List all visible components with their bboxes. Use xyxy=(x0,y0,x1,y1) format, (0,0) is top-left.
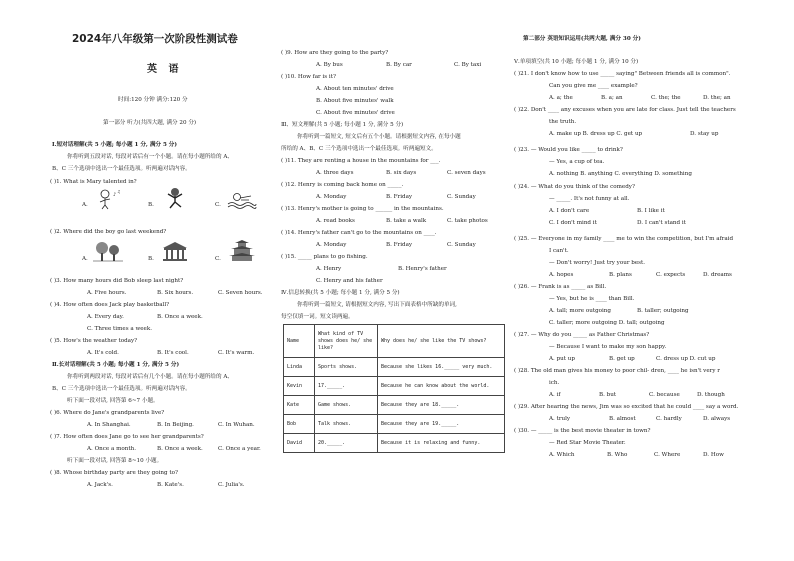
option-a: A. a; the xyxy=(549,95,573,101)
option-c: C. Julia's. xyxy=(218,482,245,488)
table-row xyxy=(284,434,505,453)
option-b: B. a; an xyxy=(601,95,623,101)
table-cell: David xyxy=(284,434,315,453)
option-b: B. take a walk xyxy=(386,218,427,224)
option-c: C. By taxi xyxy=(454,62,482,68)
table-cell: Game shows. xyxy=(315,396,378,415)
option-b: B. Who xyxy=(607,452,628,458)
section1-instruction: 你将听到五段对话, 每段对话后有一个小题。请在每小题所给的 A、 xyxy=(67,154,233,160)
option-a: A. hopes xyxy=(549,272,574,278)
singing-boy-icon xyxy=(93,188,123,210)
table-cell: Because he can know about the world. xyxy=(378,377,505,396)
option-d: D. though xyxy=(697,392,725,398)
option-c: C. Sunday xyxy=(447,242,476,248)
option-b: B. six days xyxy=(386,170,417,176)
option-a-label: A. xyxy=(82,256,88,262)
section4-instruction: 每空仅填一词。短文读两遍。 xyxy=(281,314,354,320)
section4-title: Ⅳ.信息转换(共 5 小题; 每小题 1 分, 满分 5 分) xyxy=(281,290,400,296)
section5-title: Ⅴ.单项填空(共 10 小题; 每小题 1 分, 满分 10 分) xyxy=(514,59,639,65)
option-c: C. expects xyxy=(656,272,686,278)
option-a: A. In Shanghai. xyxy=(87,422,131,428)
part2-heading: 第二部分 英语知识运用(共两大题, 满分 30 分) xyxy=(523,36,641,42)
table-cell: 17._____. xyxy=(315,377,378,396)
option-c: C. take photos xyxy=(447,218,488,224)
option-b: B. Henry's father xyxy=(398,266,447,272)
option-a: A. if xyxy=(549,392,561,398)
option-c: C. It's warm. xyxy=(218,350,255,356)
option-b: B. In Beijing. xyxy=(157,422,194,428)
option-d: D. stay up xyxy=(690,131,719,137)
question-15: ( )15. _____ plans to go fishing. xyxy=(281,254,368,260)
option-a: A. It's cold. xyxy=(87,350,119,356)
option-a: A. read books xyxy=(316,218,355,224)
question-2: ( )2. Where did the boy go last weekend? xyxy=(50,229,167,235)
section1-instruction: B、C 三个选项中选出一个最佳选项。听两遍对话内容。 xyxy=(52,166,191,172)
option-d: D. dreams xyxy=(703,272,732,278)
section2-instruction: B、C 三个选项中选出一个最佳选项。听两遍对话内容。 xyxy=(52,386,191,392)
park-trees-icon xyxy=(93,240,123,262)
question-9: ( )9. How are they going to the party? xyxy=(281,50,389,56)
question-24: ( )24. — What do you think of the comedy? xyxy=(514,184,635,190)
question-23-line2: — Yes, a cup of tea. xyxy=(549,159,605,165)
option-c: C. Where xyxy=(654,452,681,458)
option-b-label: B. xyxy=(148,202,154,208)
option-c: C. Henry and his father xyxy=(316,278,383,284)
option-b: B. Friday xyxy=(386,242,413,248)
section3-instruction: 所给的 A、B、C 三个选项中选出一个最佳选项。听两遍短文。 xyxy=(281,146,437,152)
question-28: ( )28. The old man gives his money to poor chil- dren, ____ he isn't very r xyxy=(514,368,720,374)
table-cell: Bob xyxy=(284,415,315,434)
option-a: A. truly xyxy=(549,416,571,422)
option-abc: A. make up B. dress up C. get up xyxy=(549,131,643,137)
section3-instruction: 你将听到一篇短文, 短文后有五个小题。请根据短文内容, 在每小题 xyxy=(297,134,461,140)
option-c-label: C. xyxy=(215,202,221,208)
subject-title: 英 语 xyxy=(147,64,183,75)
option-b: B. Once a week. xyxy=(157,314,203,320)
listen-instruction: 听下面一段对话, 回答第 8~10 小题。 xyxy=(67,458,163,464)
option-a: A. Five hours. xyxy=(87,290,127,296)
option-abcd: A. nothing B. anything C. everything D. something xyxy=(549,171,692,177)
table-row xyxy=(284,415,505,434)
option-b-label: B. xyxy=(148,256,154,262)
option-a: A. put up xyxy=(549,356,575,362)
table-cell: Sports shows. xyxy=(315,358,378,377)
question-5: ( )5. How's the weather today? xyxy=(50,338,138,344)
question-10: ( )10. How far is it? xyxy=(281,74,336,80)
swimming-boy-icon xyxy=(227,188,257,210)
svg-text:♪: ♪ xyxy=(113,192,117,198)
option-b: B. I like it xyxy=(637,208,665,214)
option-c: C. the; the xyxy=(651,95,681,101)
option-b: B. get up xyxy=(609,356,635,362)
table-cell: Linda xyxy=(284,358,315,377)
question-21: ( )21. I don't know how to use _____ saying" Between friends all is common". xyxy=(514,71,731,77)
option-c: C. Seven hours. xyxy=(218,290,263,296)
option-d: D. the; an xyxy=(703,95,731,101)
question-22-line2: the truth. xyxy=(549,119,577,125)
info-table xyxy=(283,324,505,453)
option-b: B. but xyxy=(599,392,617,398)
option-c: C. I don't mind it xyxy=(549,220,597,226)
option-a: A. Jack's. xyxy=(87,482,113,488)
table-cell: Because they are 18._____. xyxy=(378,396,505,415)
option-a: A. Monday xyxy=(316,194,347,200)
question-27: ( )27. — Why do you _____ as Father Christmas? xyxy=(514,332,650,338)
question-24-line2: — _____. It's not funny at all. xyxy=(549,196,630,202)
option-d: D. How xyxy=(703,452,724,458)
question-25: ( )25. — Everyone in my family ____ me to win the competition, but I'm afraid xyxy=(514,236,734,242)
option-c-label: C. xyxy=(215,256,221,262)
table-cell: Kate xyxy=(284,396,315,415)
table-header-cell: Why does he/ she like the TV shows? xyxy=(378,325,505,358)
option-a: A. tall; more outgoing xyxy=(549,308,611,314)
question-21-line2: Can you give me ____ example? xyxy=(549,83,638,89)
question-1: ( )1. What is Mary talented in? xyxy=(50,179,137,185)
question-27-line2: — Because I want to make my son happy. xyxy=(549,344,667,350)
option-a: A. About ten minutes' drive xyxy=(316,86,394,92)
table-cell: Because she likes 16._____ very much. xyxy=(378,358,505,377)
listen-instruction: 听下面一段对话, 回答第 6~7 小题。 xyxy=(67,398,159,404)
option-b: B. almost xyxy=(609,416,636,422)
option-a-label: A. xyxy=(82,202,88,208)
option-d: D. always xyxy=(703,416,731,422)
part1-heading: 第一部分 听力(共四大题, 满分 20 分) xyxy=(103,120,197,126)
table-cell: Because they are 19._____. xyxy=(378,415,505,434)
option-a: A. I don't care xyxy=(549,208,590,214)
question-8: ( )8. Whose birthday party are they going to? xyxy=(50,470,178,476)
svg-text:♫: ♫ xyxy=(117,189,121,194)
option-c: C. hardly xyxy=(656,416,682,422)
question-22: ( )22. Don't ____ any excuses when you are late for class. Just tell the teachers xyxy=(514,107,736,113)
table-header-cell xyxy=(315,325,378,358)
table-row xyxy=(284,396,505,415)
option-b: B. By car xyxy=(386,62,412,68)
option-b: B. It's cool. xyxy=(157,350,189,356)
option-b: B. Kate's. xyxy=(157,482,184,488)
question-23: ( )23. — Would you like _____ to drink? xyxy=(514,147,623,153)
option-a: A. Monday xyxy=(316,242,347,248)
question-13: ( )13. Henry's mother is going to ______ in the mountains. xyxy=(281,206,444,212)
option-c: C. Once a year. xyxy=(218,446,261,452)
section1-title: Ⅰ.短对话理解(共 5 小题; 每小题 1 分, 满分 5 分) xyxy=(52,142,178,148)
option-c: C. seven days xyxy=(447,170,486,176)
option-c: C. Sunday xyxy=(447,194,476,200)
question-6: ( )6. Where do Jane's grandparents live? xyxy=(50,410,165,416)
table-cell: Because it is relaxing and funny. xyxy=(378,434,505,453)
temple-icon xyxy=(227,240,257,262)
question-30: ( )30. — _____ is the best movie theater in town? xyxy=(514,428,651,434)
option-d: D. I can't stand it xyxy=(637,220,686,226)
table-cell: Kevin xyxy=(284,377,315,396)
option-cd: C. dress up D. cut up xyxy=(656,356,716,362)
option-b: B. Friday xyxy=(386,194,413,200)
option-cd: C. taller; more outgoing D. tall; outgoing xyxy=(549,320,665,326)
option-b: B. About five minutes' walk xyxy=(316,98,394,104)
option-a: A. three days xyxy=(316,170,354,176)
question-7: ( )7. How often does Jane go to see her grandparents? xyxy=(50,434,204,440)
table-header-text: What kind of TV shows does he/ she like? xyxy=(318,330,373,351)
option-c: C. About five minutes' drive xyxy=(316,110,395,116)
option-b: B. Once a week. xyxy=(157,446,203,452)
option-a: A. Which xyxy=(549,452,575,458)
question-26-line2: — Yes, but he is ____ than Bill. xyxy=(549,296,635,302)
table-row xyxy=(284,358,505,377)
option-b: B. plans xyxy=(609,272,632,278)
section3-title: Ⅲ、短文理解(共 5 小题; 每小题 1 分, 满分 5 分) xyxy=(281,122,404,128)
question-26: ( )26. — Frank is as _____ as Bill. xyxy=(514,284,607,290)
option-c: C. because xyxy=(649,392,680,398)
question-25-line3: — Don't worry! Just try your best. xyxy=(549,260,646,266)
section4-instruction: 你将听到一篇短文, 请根据短文内容, 写出下面表格中所缺的单词, xyxy=(297,302,457,308)
option-c: C. In Wuhan. xyxy=(218,422,255,428)
table-header-row xyxy=(284,325,505,358)
option-a: A. Henry xyxy=(316,266,342,272)
table-header-cell: Name xyxy=(284,325,315,358)
section2-instruction: 你将听到两段对话, 每段对话后有几个小题。请在每小题所给的 A、 xyxy=(67,374,233,380)
question-30-line2: — Red Star Movie Theater. xyxy=(549,440,626,446)
option-a: A. By bus xyxy=(316,62,343,68)
question-28-line2: ich. xyxy=(549,380,560,386)
question-14: ( )14. Henry's father can't go to the mountains on ____. xyxy=(281,230,437,236)
time-score: 时间:120 分钟 满分:120 分 xyxy=(118,97,188,103)
table-cell: 20._____. xyxy=(315,434,378,453)
question-25-line2: I can't. xyxy=(549,248,569,254)
dancing-boy-icon xyxy=(160,187,190,209)
question-3: ( )3. How many hours did Bob sleep last night? xyxy=(50,278,184,284)
table-cell: Talk shows. xyxy=(315,415,378,434)
museum-building-icon xyxy=(160,240,190,262)
question-12: ( )12. Henry is coming back home on _____. xyxy=(281,182,404,188)
question-29: ( )29. After hearing the news, Jim was so excited that he could ____ say a word. xyxy=(514,404,739,410)
page-title: 2024年八年级第一次阶段性测试卷 xyxy=(72,33,238,45)
section2-title: Ⅱ.长对话理解(共 5 小题; 每小题 1 分, 满分 5 分) xyxy=(52,362,180,368)
option-b: B. Six hours. xyxy=(157,290,194,296)
question-4: ( )4. How often does Jack play basketball? xyxy=(50,302,170,308)
option-c: C. Three times a week. xyxy=(87,326,153,332)
question-11: ( )11. They are renting a house in the mountains for ___. xyxy=(281,158,441,164)
table-row xyxy=(284,377,505,396)
option-a: A. Every day. xyxy=(87,314,124,320)
option-a: A. Once a month. xyxy=(87,446,137,452)
option-b: B. taller; outgoing xyxy=(637,308,689,314)
